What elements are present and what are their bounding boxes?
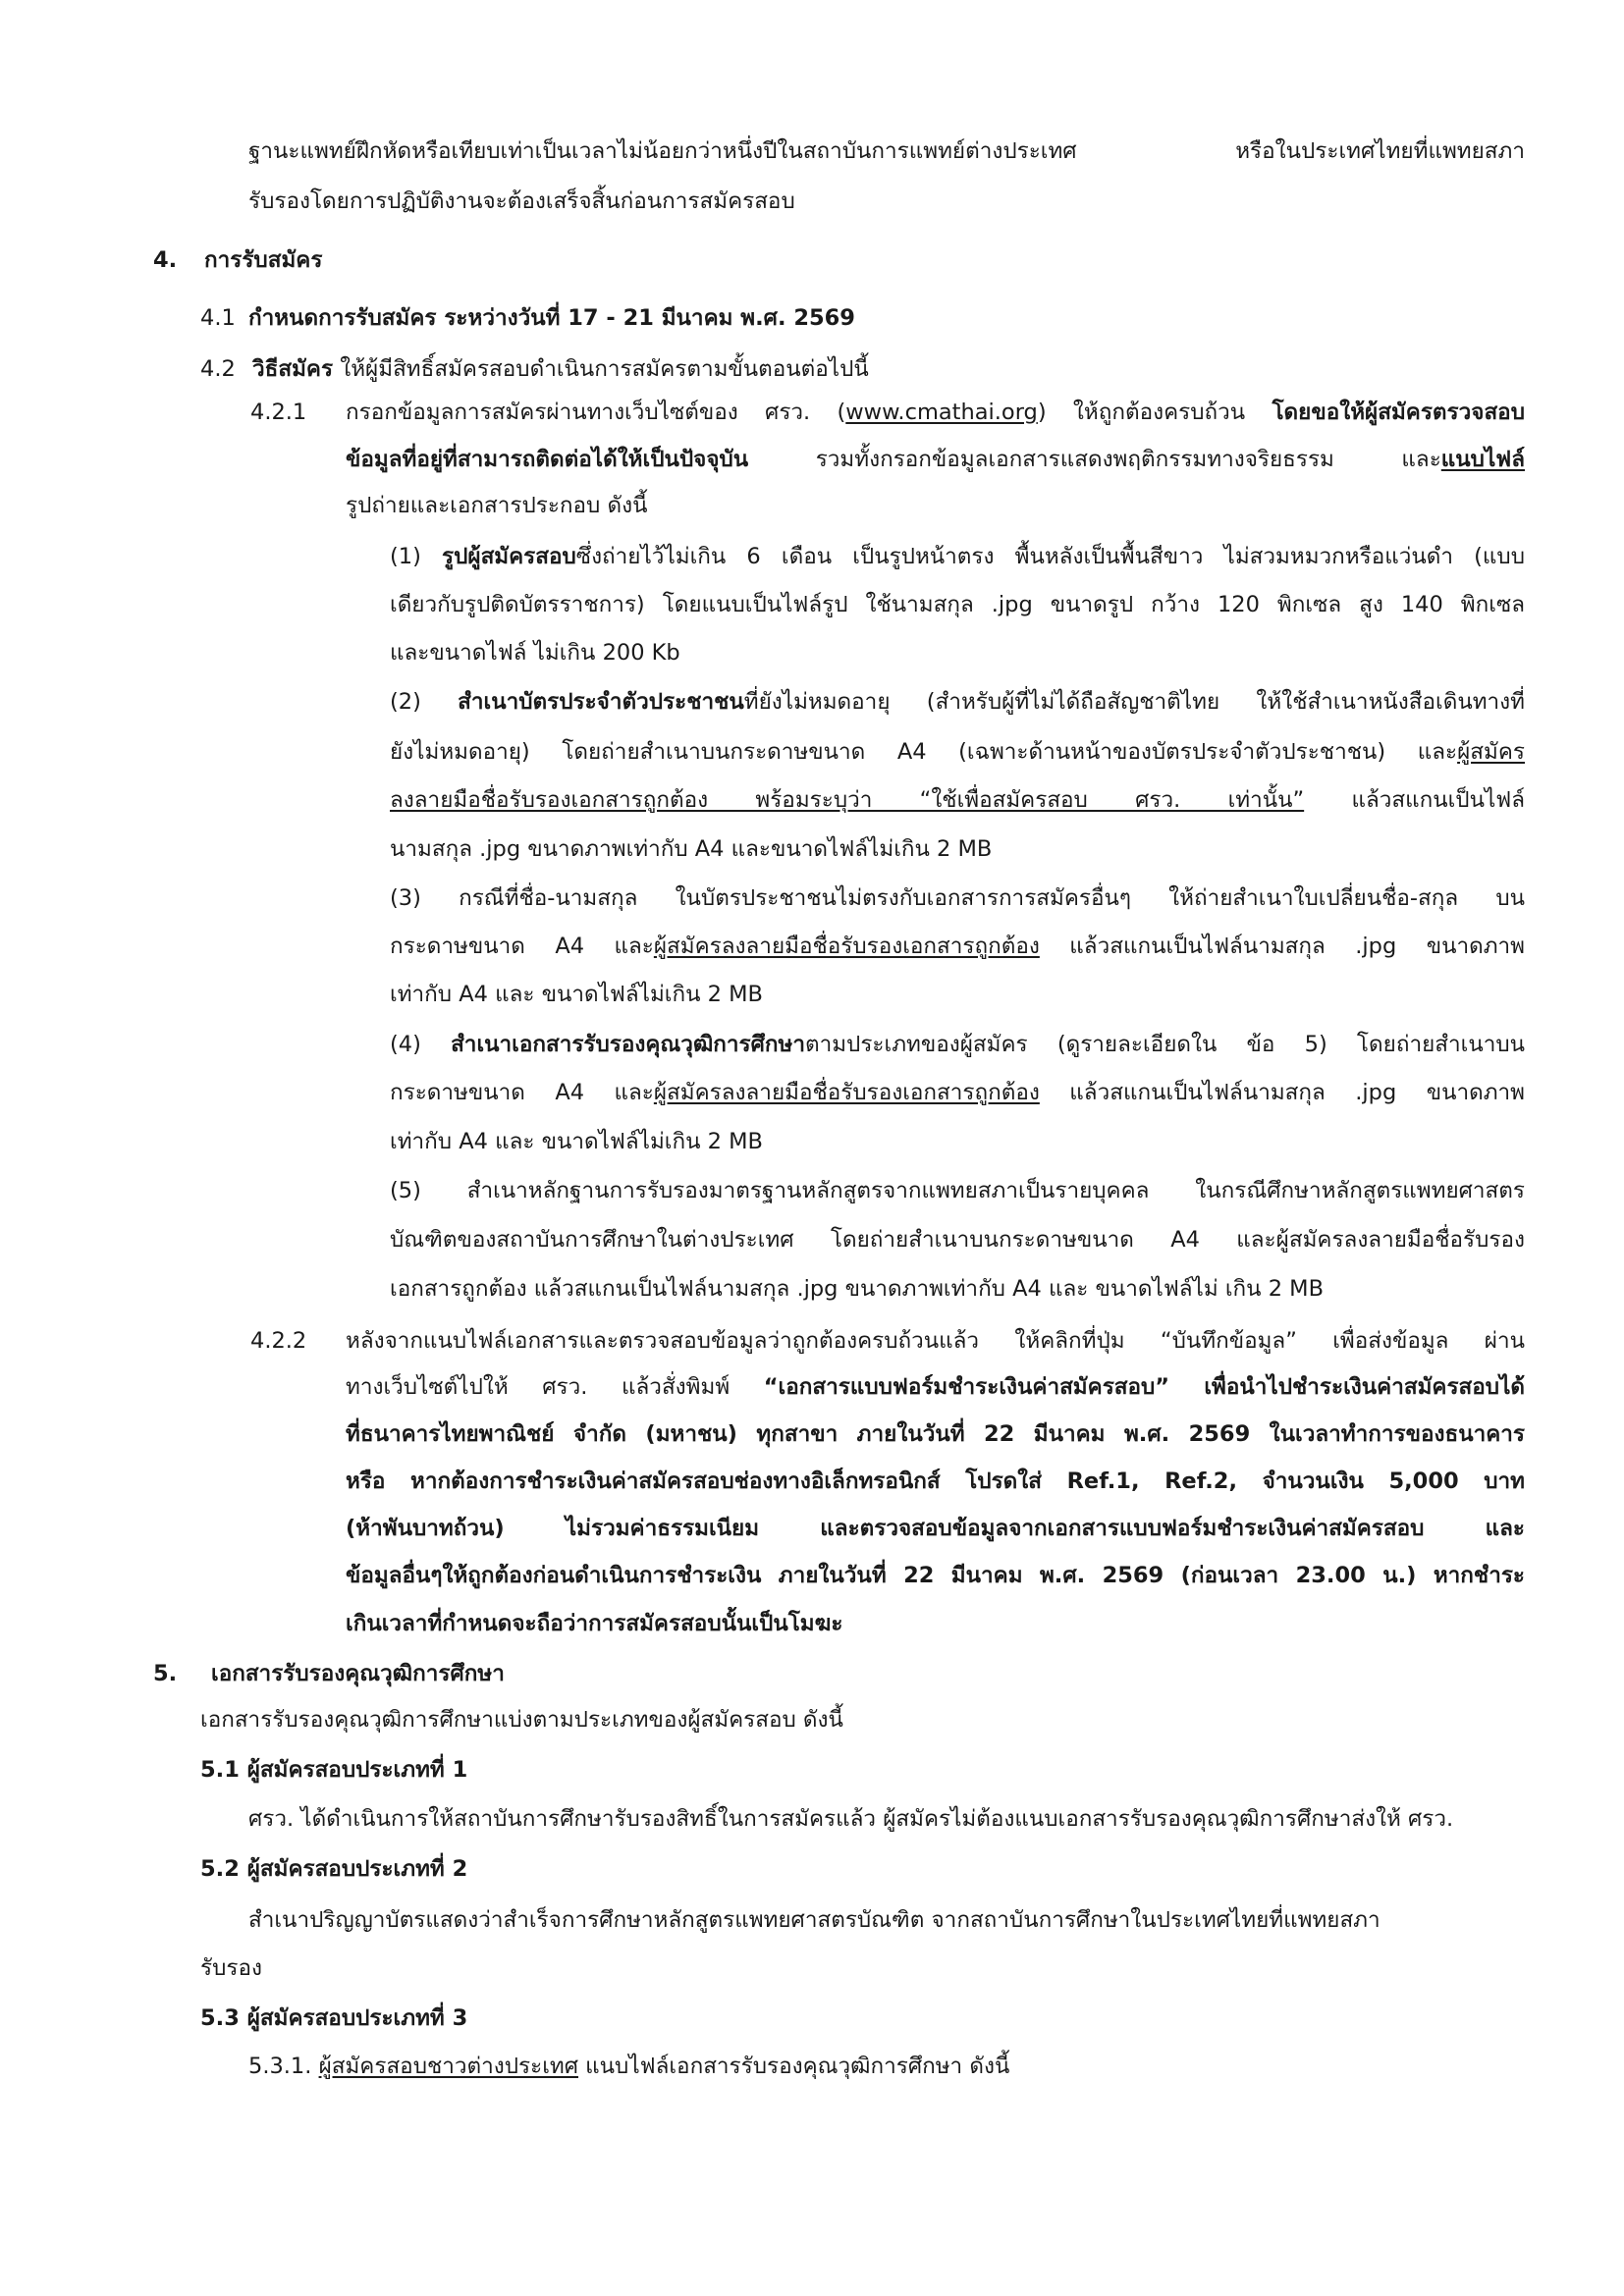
paragraph-line: เอกสารรับรองคุณวุฒิการศึกษาแบ่งตามประเภทของผู้สมัครสอบ ดังนี้ xyxy=(200,1707,843,1733)
website-link[interactable]: www.cmathai.org xyxy=(845,400,1038,425)
section-heading: การรับสมัคร xyxy=(204,247,323,273)
paragraph-line: ทางเว็บไซต์ไปให้ ศรว. แล้วสั่งพิมพ์ “เอกสารแบบฟอร์มชำระเงินค่าสมัครสอบ” เพื่อนำไปชำระเงินค่าสมัครสอบได้ xyxy=(346,1374,1525,1400)
section-heading: เอกสารรับรองคุณวุฒิการศึกษา xyxy=(211,1661,505,1686)
paragraph-line: ข้อมูลอื่นๆให้ถูกต้องก่อนดำเนินการชำระเงิน ภายในวันที่ 22 มีนาคม พ.ศ. 2569 (ก่อนเวลา 23.00 น.) หากชำระ xyxy=(346,1563,1525,1588)
paragraph-line: ยังไม่หมดอายุ) โดยถ่ายสำเนาบนกระดาษขนาด A4 (เฉพาะด้านหน้าของบัตรประจำตัวประชาชน) และผู้สมัคร xyxy=(390,739,1525,765)
paragraph-line: กรอกข้อมูลการสมัครผ่านทางเว็บไซต์ของ ศรว. (www.cmathai.org) ให้ถูกต้องครบถ้วน โดยขอให้ผู้สมัครตรวจสอบ xyxy=(346,400,1525,425)
item-number: 4.2.1 xyxy=(250,400,307,425)
paragraph-line: (ห้าพันบาทถ้วน) ไม่รวมค่าธรรมเนียม และตรวจสอบข้อมูลจากเอกสารแบบฟอร์มชำระเงินค่าสมัครสอบ และ xyxy=(346,1516,1525,1541)
paragraph-line: กระดาษขนาด A4 และผู้สมัครลงลายมือชื่อรับรองเอกสารถูกต้อง แล้วสแกนเป็นไฟล์นามสกุล .jpg ขนาดภาพ xyxy=(390,934,1525,959)
paragraph-line: นามสกุล .jpg ขนาดภาพเท่ากับ A4 และขนาดไฟล์ไม่เกิน 2 MB xyxy=(390,836,993,862)
paragraph-line: ลงลายมือชื่อรับรองเอกสารถูกต้อง พร้อมระบุว่า “ใช้เพื่อสมัครสอบ ศรว. เท่านั้น” แล้วสแกนเป็นไฟล์ xyxy=(390,787,1525,813)
paragraph-line: เท่ากับ A4 และ ขนาดไฟล์ไม่เกิน 2 MB xyxy=(390,982,763,1007)
paragraph-line: และขนาดไฟล์ ไม่เกิน 200 Kb xyxy=(390,640,680,666)
paragraph-line: บัณฑิตของสถาบันการศึกษาในต่างประเทศ โดยถ่ายสำเนาบนกระดาษขนาด A4 และผู้สมัครลงลายมือชื่อรับรอง xyxy=(390,1227,1525,1253)
paragraph-line: รับรอง xyxy=(200,1955,262,1981)
list-item: (5) สำเนาหลักฐานการรับรองมาตรฐานหลักสูตรจากแพทยสภาเป็นรายบุคคล ในกรณีศึกษาหลักสูตรแพทยศาสตร xyxy=(390,1178,1525,1203)
section-number: 5. xyxy=(153,1661,178,1686)
paragraph-line: เอกสารถูกต้อง แล้วสแกนเป็นไฟล์นามสกุล .jpg ขนาดภาพเท่ากับ A4 และ ขนาดไฟล์ไม่ เกิน 2 MB xyxy=(390,1276,1325,1302)
paragraph-line: เกินเวลาที่กำหนดจะถือว่าการสมัครสอบนั้นเป็นโมฆะ xyxy=(346,1611,843,1636)
subsection-heading: 5.2 ผู้สมัครสอบประเภทที่ 2 xyxy=(200,1856,468,1882)
subsection-number: 4.1 xyxy=(200,305,236,331)
paragraph-line: ที่ธนาคารไทยพาณิชย์ จำกัด (มหาชน) ทุกสาขา ภายในวันที่ 22 มีนาคม พ.ศ. 2569 ในเวลาทำการของธนาคาร xyxy=(346,1421,1525,1447)
paragraph-line: สำเนาปริญญาบัตรแสดงว่าสำเร็จการศึกษาหลักสูตรแพทยศาสตรบัณฑิต จากสถาบันการศึกษาในประเทศไทยที่แพทยสภา xyxy=(248,1907,1380,1933)
subsection-number: 4.2 xyxy=(200,356,236,382)
list-item: (4) สำเนาเอกสารรับรองคุณวุฒิการศึกษาตามประเภทของผู้สมัคร (ดูรายละเอียดใน ข้อ 5) โดยถ่ายสำเนาบน xyxy=(390,1032,1525,1057)
paragraph-line: กระดาษขนาด A4 และผู้สมัครลงลายมือชื่อรับรองเอกสารถูกต้อง แล้วสแกนเป็นไฟล์นามสกุล .jpg ขนาดภาพ xyxy=(390,1080,1525,1105)
paragraph-line: รูปถ่ายและเอกสารประกอบ ดังนี้ xyxy=(346,493,648,518)
paragraph-line: ศรว. ได้ดำเนินการให้สถาบันการศึกษารับรองสิทธิ์ในการสมัครแล้ว ผู้สมัครไม่ต้องแนบเอกสารรับรองคุณวุฒิการศึกษาส่งให้ ศรว. xyxy=(248,1806,1454,1832)
paragraph-line: ฐานะแพทย์ฝึกหัดหรือเทียบเท่าเป็นเวลาไม่น้อยกว่าหนึ่งปีในสถาบันการแพทย์ต่างประเทศ หรือในประเทศไทยที่แพทยสภา xyxy=(248,138,1525,164)
subsection-heading: กำหนดการรับสมัคร ระหว่างวันที่ 17 - 21 มีนาคม พ.ศ. 2569 xyxy=(248,305,855,331)
list-item: (2) สำเนาบัตรประจำตัวประชาชนที่ยังไม่หมดอายุ (สำหรับผู้ที่ไม่ได้ถือสัญชาติไทย ให้ใช้สำเนาหนังสือเดินทางที่ xyxy=(390,689,1525,715)
subsection-heading: วิธีสมัคร ให้ผู้มีสิทธิ์สมัครสอบดำเนินการสมัครตามขั้นตอนต่อไปนี้ xyxy=(252,356,869,382)
list-item: (3) กรณีที่ชื่อ-นามสกุล ในบัตรประชาชนไม่ตรงกับเอกสารการสมัครอื่นๆ ให้ถ่ายสำเนาใบเปลี่ยนชื่อ-สกุล บน xyxy=(390,885,1525,911)
paragraph-line: 5.3.1. ผู้สมัครสอบชาวต่างประเทศ แนบไฟล์เอกสารรับรองคุณวุฒิการศึกษา ดังนี้ xyxy=(248,2054,1010,2079)
paragraph-line: ข้อมูลที่อยู่ที่สามารถติดต่อได้ให้เป็นปัจจุบัน รวมทั้งกรอกข้อมูลเอกสารแสดงพฤติกรรมทางจริยธรรม และแนบไฟล์ xyxy=(346,447,1525,472)
item-number: 4.2.2 xyxy=(250,1328,307,1354)
paragraph-line: หรือ หากต้องการชำระเงินค่าสมัครสอบช่องทางอิเล็กทรอนิกส์ โปรดใส่ Ref.1, Ref.2, จำนวนเงิน 5,000 บาท xyxy=(346,1468,1525,1494)
section-number: 4. xyxy=(153,247,178,273)
subsection-heading: 5.3 ผู้สมัครสอบประเภทที่ 3 xyxy=(200,2005,468,2031)
list-item: (1) รูปผู้สมัครสอบซึ่งถ่ายไว้ไม่เกิน 6 เดือน เป็นรูปหน้าตรง พื้นหลังเป็นพื้นสีขาว ไม่สวมหมวกหรือแว่นดำ (แบบ xyxy=(390,544,1525,569)
paragraph-line: รับรองโดยการปฏิบัติงานจะต้องเสร็จสิ้นก่อนการสมัครสอบ xyxy=(248,188,795,214)
paragraph-line: เท่ากับ A4 และ ขนาดไฟล์ไม่เกิน 2 MB xyxy=(390,1129,763,1154)
subsection-heading: 5.1 ผู้สมัครสอบประเภทที่ 1 xyxy=(200,1757,468,1783)
paragraph-line: เดียวกับรูปติดบัตรราชการ) โดยแนบเป็นไฟล์รูป ใช้นามสกุล .jpg ขนาดรูป กว้าง 120 พิกเซล สูง 140 พิกเซล xyxy=(390,592,1525,617)
paragraph-line: หลังจากแนบไฟล์เอกสารและตรวจสอบข้อมูลว่าถูกต้องครบถ้วนแล้ว ให้คลิกที่ปุ่ม “บันทึกข้อมูล” เพื่อส่งข้อมูล ผ่าน xyxy=(346,1328,1525,1354)
